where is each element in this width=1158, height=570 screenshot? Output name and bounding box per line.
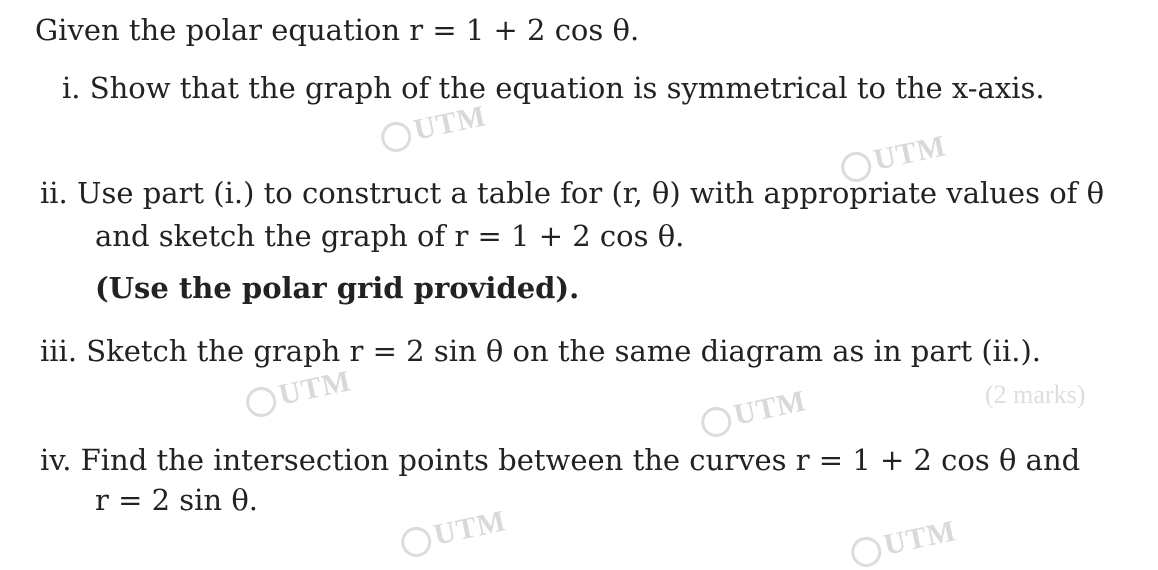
watermark-logo: UTM	[698, 384, 810, 440]
watermark-logo: UTM	[378, 99, 490, 155]
item-number: ii.	[40, 176, 68, 210]
question-iv-cont: r = 2 sin θ.	[95, 483, 258, 517]
watermark-logo: UTM	[398, 504, 510, 560]
intro-text: Given the polar equation r = 1 + 2 cos θ.	[35, 13, 640, 47]
question-ii	[40, 175, 1104, 211]
question-i	[62, 70, 1045, 106]
watermark-logo: UTM	[243, 364, 355, 420]
item-number: iv.	[40, 443, 72, 477]
question-ii-cont: and sketch the graph of r = 1 + 2 cos θ.	[95, 219, 685, 253]
item-number: i.	[62, 71, 81, 105]
watermark-logo: UTM	[838, 129, 950, 185]
item-text: Show that the graph of the equation is symmetrical to the x-axis.	[89, 71, 1045, 105]
item-text: Use part (i.) to construct a table for (r, θ) with appropriate values of θ	[77, 176, 1105, 210]
item-text: Find the intersection points between the curves r = 1 + 2 cos θ and	[80, 443, 1081, 477]
question-ii-note: (Use the polar grid provided).	[95, 271, 580, 305]
question-iii	[40, 333, 1041, 369]
watermark-logo: UTM	[848, 514, 960, 570]
item-text: Sketch the graph r = 2 sin θ on the same diagram as in part (ii.).	[86, 334, 1041, 368]
question-iv	[40, 442, 1080, 478]
marks-label: (2 marks)	[985, 380, 1086, 409]
item-number: iii.	[40, 334, 78, 368]
